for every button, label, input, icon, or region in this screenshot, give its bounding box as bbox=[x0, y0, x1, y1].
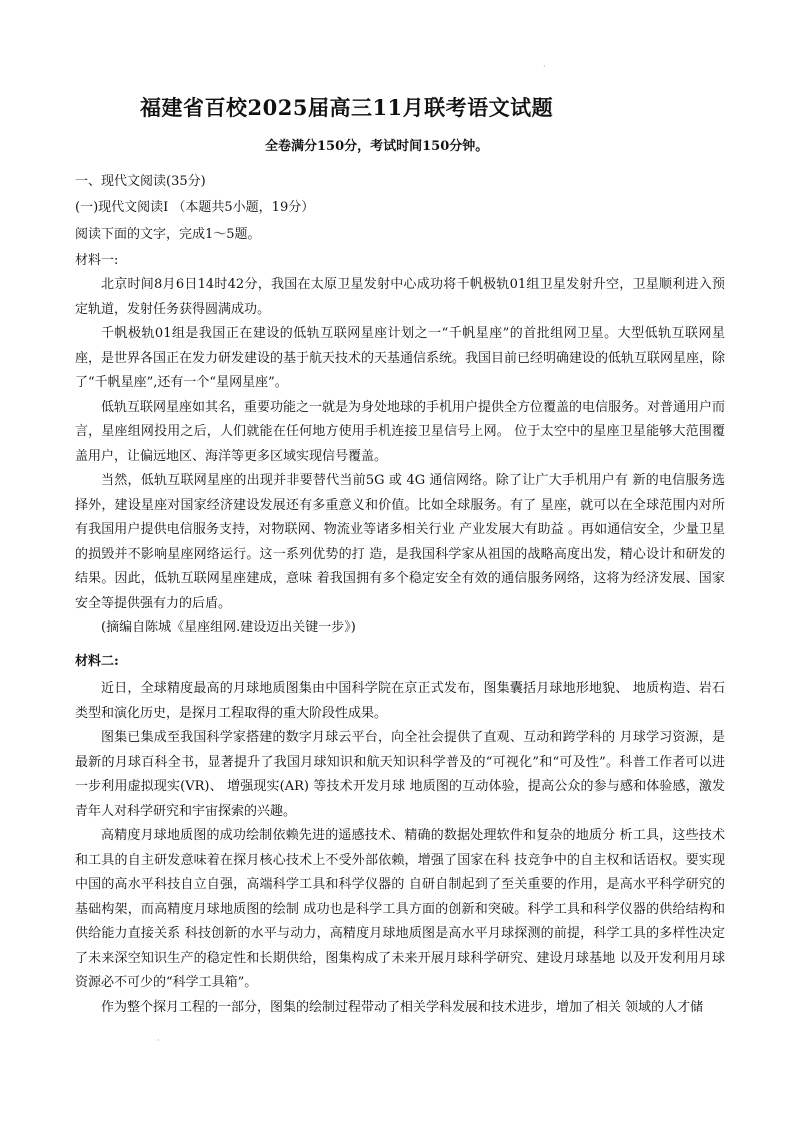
material1-paragraph: 北京时间8月6日14时42分，我国在太原卫星发射中心成功将千帆极轨01组卫星发射升空，卫星顺利进入预定轨道，发射任务获得圆满成功。 bbox=[75, 277, 725, 317]
material2-paragraph: 图集已集成至我国科学家搭建的数字月球云平台，向全社会提供了直观、互动和跨学科的 月球学习资源，是最新的月球百科全书，显著提升了我国月球知识和航天知识科学普及的“可视化”和“可及性”。科普工作者可以进一步利用虚拟现实(VR)、 增强现实(AR) 等技术开发月球 地质图的互动体验，提高公众的参与感和体验感，激发青年人对科学研究和宇宙探索的兴趣。 bbox=[75, 730, 725, 819]
material2-paragraph: 作为整个探月工程的一部分，图集的绘制过程带动了相关学科发展和技术进步，增加了相关 领域的人才储 bbox=[101, 999, 704, 1015]
material1-paragraph: 低轨互联网星座如其名，重要功能之一就是为身处地球的手机用户提供全方位覆盖的电信服务。对普通用户而言，星座组网投用之后，人们就能在任何地方使用手机连接卫星信号上网。 位于太空中的星座卫星能够大范围覆盖用户，让偏远地区、海洋等更多区域实现信号覆盖。 bbox=[75, 399, 726, 464]
material2-paragraph: 近日，全球精度最高的月球地质图集由中国科学院在京正式发布，图集囊括月球地形地貌、 地质构造、岩石类型和演化历史，是探月工程取得的重大阶段性成果。 bbox=[75, 681, 725, 721]
material1-source: (摘编自陈城《星座组网.建设迈出关键一步》) bbox=[101, 620, 356, 635]
material1-body bbox=[75, 273, 725, 641]
material1-paragraph: 千帆极轨01组是我国正在建设的低轨互联网星座计划之一“千帆星座”的首批组网卫星。大型低轨互联网星座，是世界各国正在发力研发建设的基于航天技术的天基通信系统。我国目前已经明确建设的低轨互联网星座，除了“千帆星座”,还有一个“星网星座”。 bbox=[75, 326, 726, 390]
material2-body bbox=[75, 677, 725, 1020]
reading-instruction: 阅读下面的文字，完成1～5题。 bbox=[75, 227, 261, 242]
material1-label: 材料一: bbox=[75, 253, 119, 268]
scan-dot-top: · bbox=[543, 62, 546, 71]
section-heading: 一、现代文阅读(35分) bbox=[75, 174, 206, 189]
material2-paragraph: 高精度月球地质图的成功绘制依赖先进的遥感技术、精确的数据处理软件和复杂的地质分 析工具，这些技术和工具的自主研发意味着在探月核心技术上不受外部依赖，增强了国家在科 技竞争中的自主权和话语权。要实现中国的高水平科技自立自强，高端科学工具和科学仪器的 自研自制起到了至关重要的作用，是高水平科学研究的基础构架，而高精度月球地质图的绘制 成功也是科学工具方面的创新和突破。科学工具和科学仪器的供给结构和供给能力直接关系 科技创新的水平与动力，高精度月球地质图是高水平月球探测的前提，科学工具的多样性决定 了未来深空知识生产的稳定性和长期供给，图集构成了未来开展月球科学研究、建设月球基地 以及开发利用月球资源必不可少的“科学工具箱”。 bbox=[75, 828, 725, 990]
exam-subtitle: 全卷满分150分，考试时间150分钟。 bbox=[265, 139, 489, 154]
scan-dot-bottom: · bbox=[157, 1036, 160, 1045]
material2-label: 材料二: bbox=[75, 654, 119, 669]
material1-paragraph: 当然，低轨互联网星座的出现并非要替代当前5G 或 4G 通信网络。除了让广大手机用户有 新的电信服务选择外，建设星座对国家经济建设发展还有多重意义和价值。比如全球服务。有了 星座，就可以在全球范围内对所有我国用户提供电信服务支持，对物联网、物流业等诸多相关行业 产业发展大有助益 。再如通信安全，少量卫星的损毁并不影响星座网络运行。这一系列优势的打 造，是我国科学家从祖国的战略高度出发，精心设计和研发的结果。因此，低轨互联网星座建成，意味 着我国拥有多个稳定安全有效的通信服务网络，这将为经济发展、国家安全等提供强有力的后盾。 bbox=[75, 473, 725, 611]
section-subheading: (一)现代文阅读Ⅰ （本题共5小题，19分） bbox=[75, 200, 315, 215]
exam-title: 福建省百校2025届高三11月联考语文试题 bbox=[140, 95, 554, 120]
